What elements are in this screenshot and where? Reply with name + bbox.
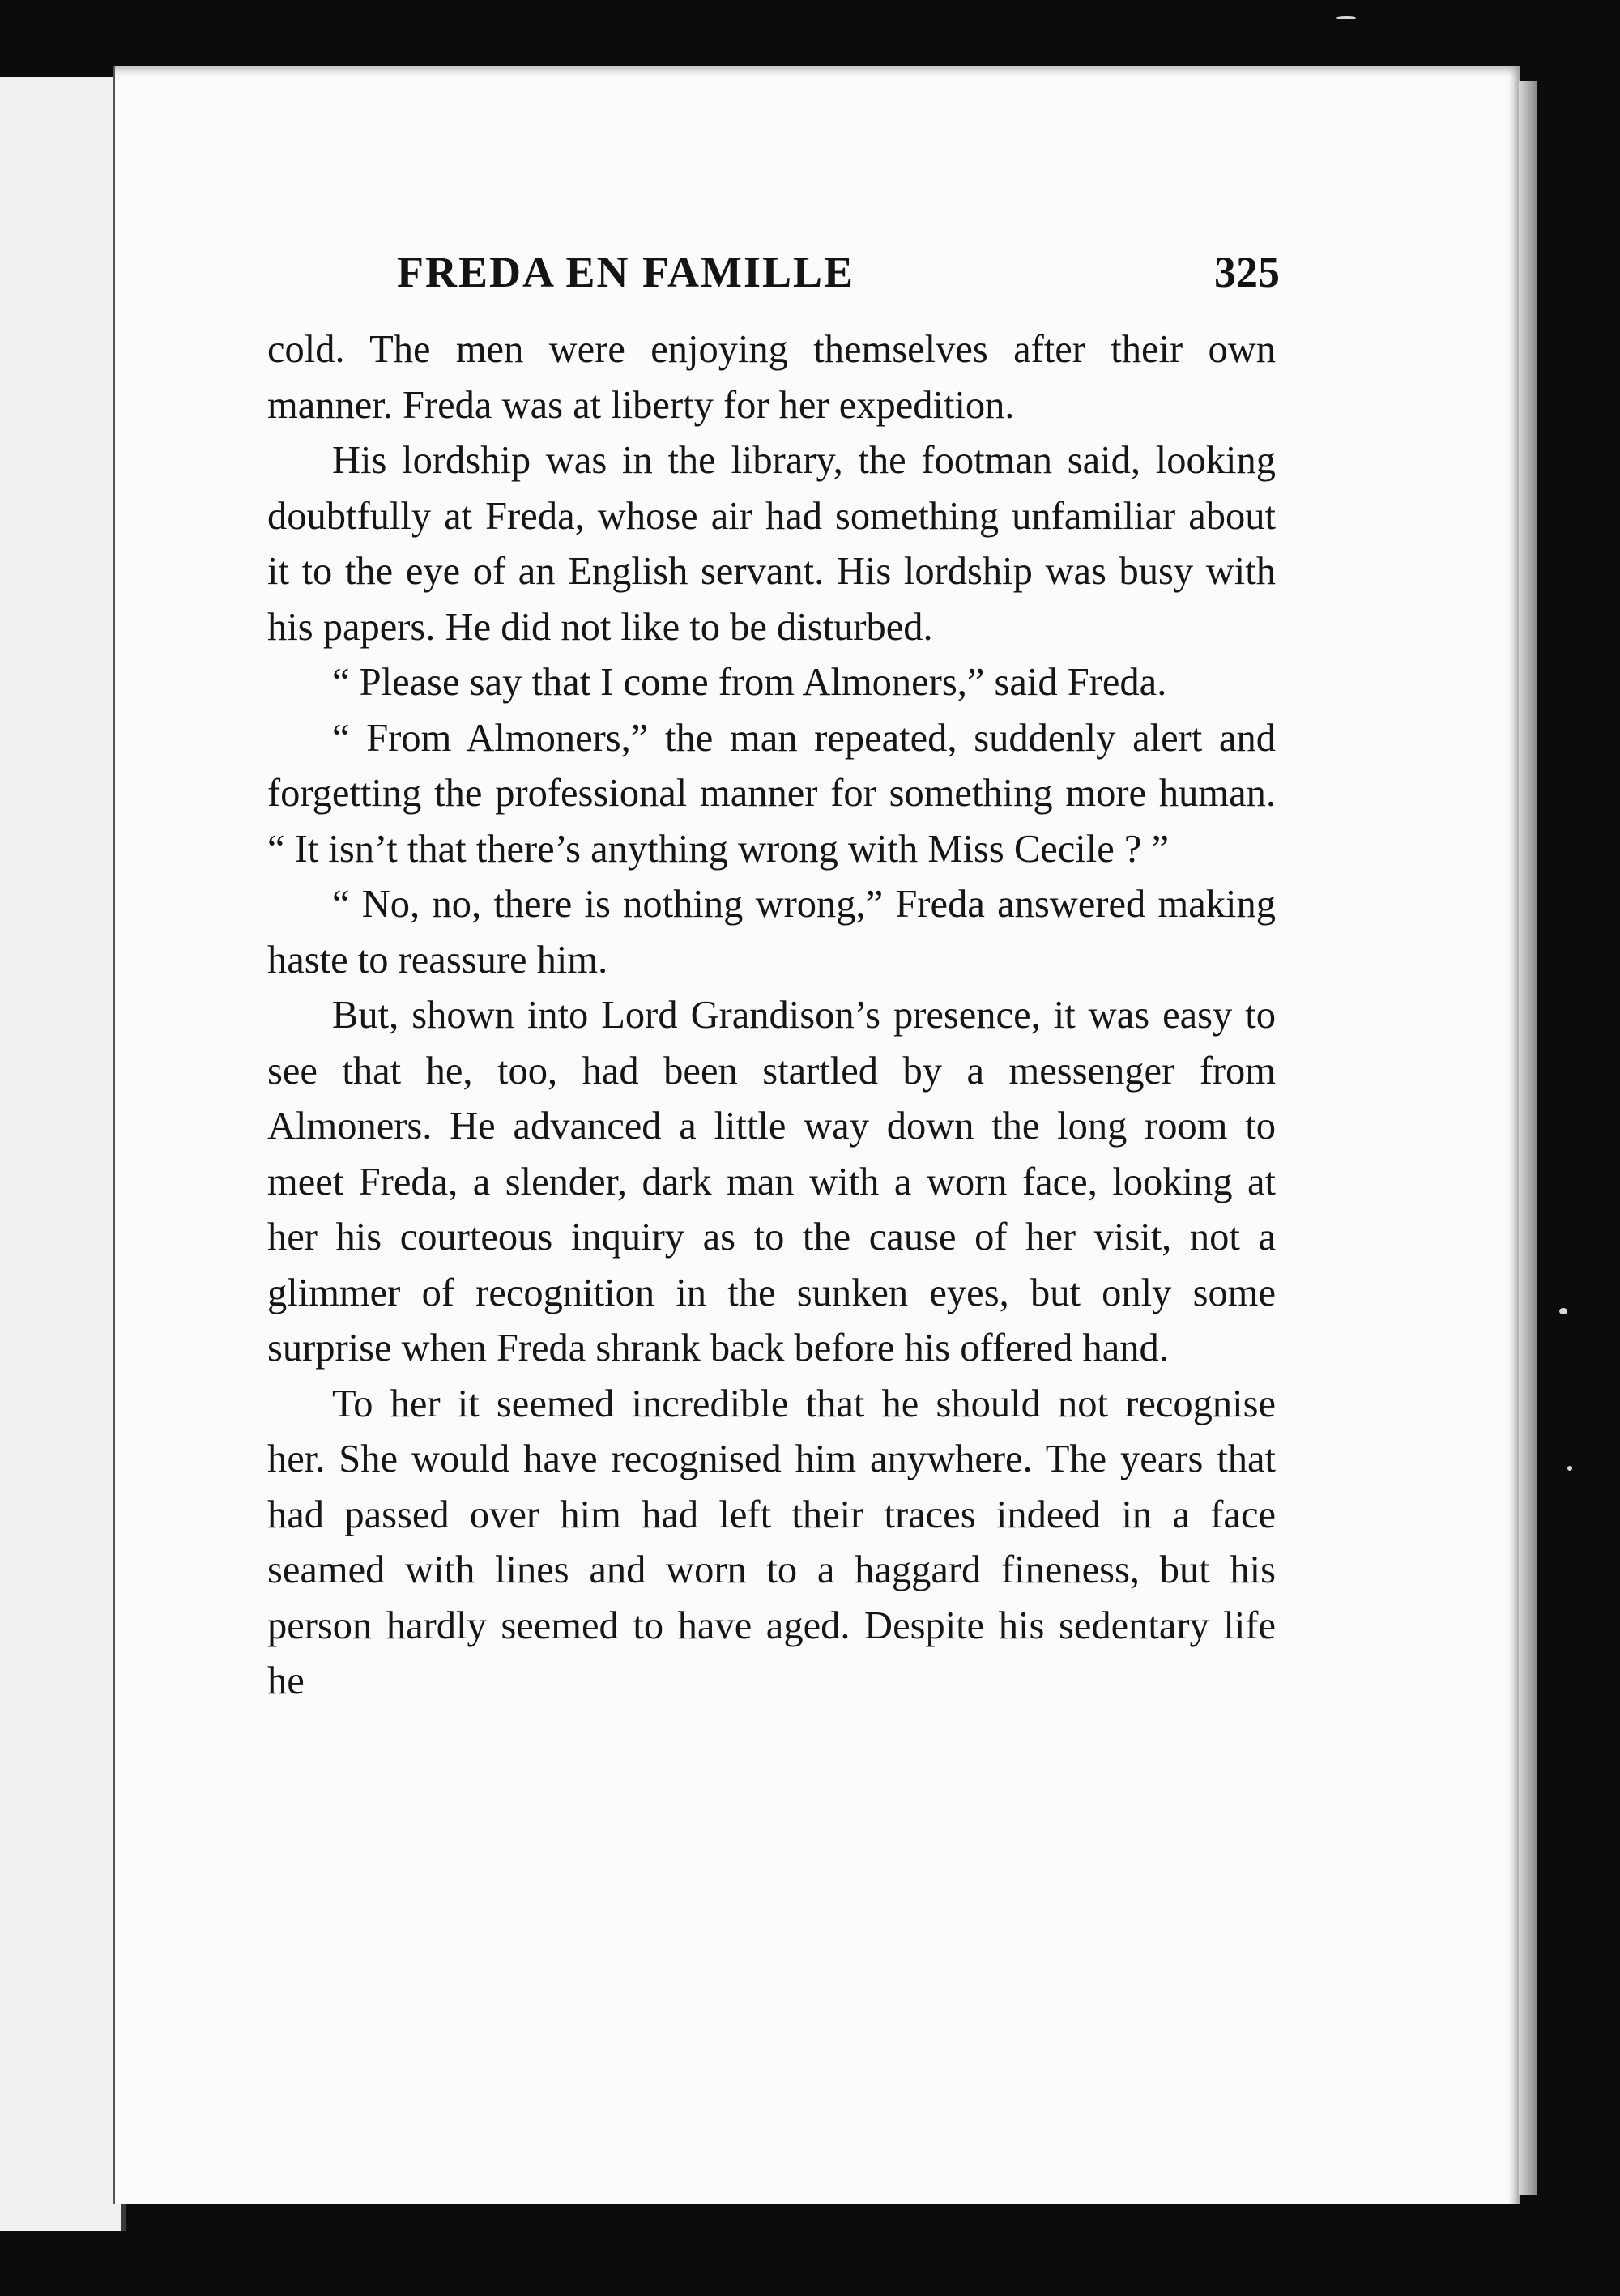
paragraph: cold. The men were enjoying themselves after their own manner. Freda was at liberty for her expedition.	[267, 328, 1276, 427]
page-number: 325	[1214, 248, 1280, 296]
scan-speck	[1567, 1466, 1572, 1471]
paragraph: To her it seemed incredible that he should not recognise her. She would have recognised him anywhere. The years that had passed over him had left their traces indeed in a face seamed with lines and worn to a haggard fineness, but his person hardly seemed to have aged. Despite his sedentary life he	[267, 1382, 1276, 1702]
paragraph: “ Please say that I come from Almoners,” said Freda.	[332, 661, 1167, 704]
scan-speck	[1559, 1308, 1567, 1314]
body-text	[267, 322, 1276, 1710]
running-head: FREDA EN FAMILLE	[397, 248, 855, 296]
paragraph: “ No, no, there is nothing wrong,” Freda answered making haste to reassure him.	[267, 883, 1276, 982]
facing-page-edge	[0, 77, 126, 2231]
scan-speck	[1336, 16, 1356, 19]
page-header	[397, 247, 1280, 304]
paragraph: His lordship was in the library, the footman said, looking doubtfully at Freda, whose air had something unfamiliar about it to the eye of an English servant. His lordship was busy with his papers. He did not like to be disturbed.	[267, 439, 1276, 649]
page-edge-strip	[1519, 81, 1537, 2195]
paragraph: “ From Almoners,” the man repeated, suddenly alert and forgetting the professional manner for something more human. “ It isn’t that there’s anything wrong with Miss Cecile ? ”	[267, 716, 1276, 871]
paragraph: But, shown into Lord Grandison’s presence, it was easy to see that he, too, had been startled by a messenger from Almoners. He advanced a little way down the long room to meet Freda, a slender, dark man with a worn face, looking at her his courteous inquiry as to the cause of her visit, not a glimmer of recognition in the sunken eyes, but only some surprise when Freda shrank back before his offered hand.	[267, 994, 1276, 1370]
